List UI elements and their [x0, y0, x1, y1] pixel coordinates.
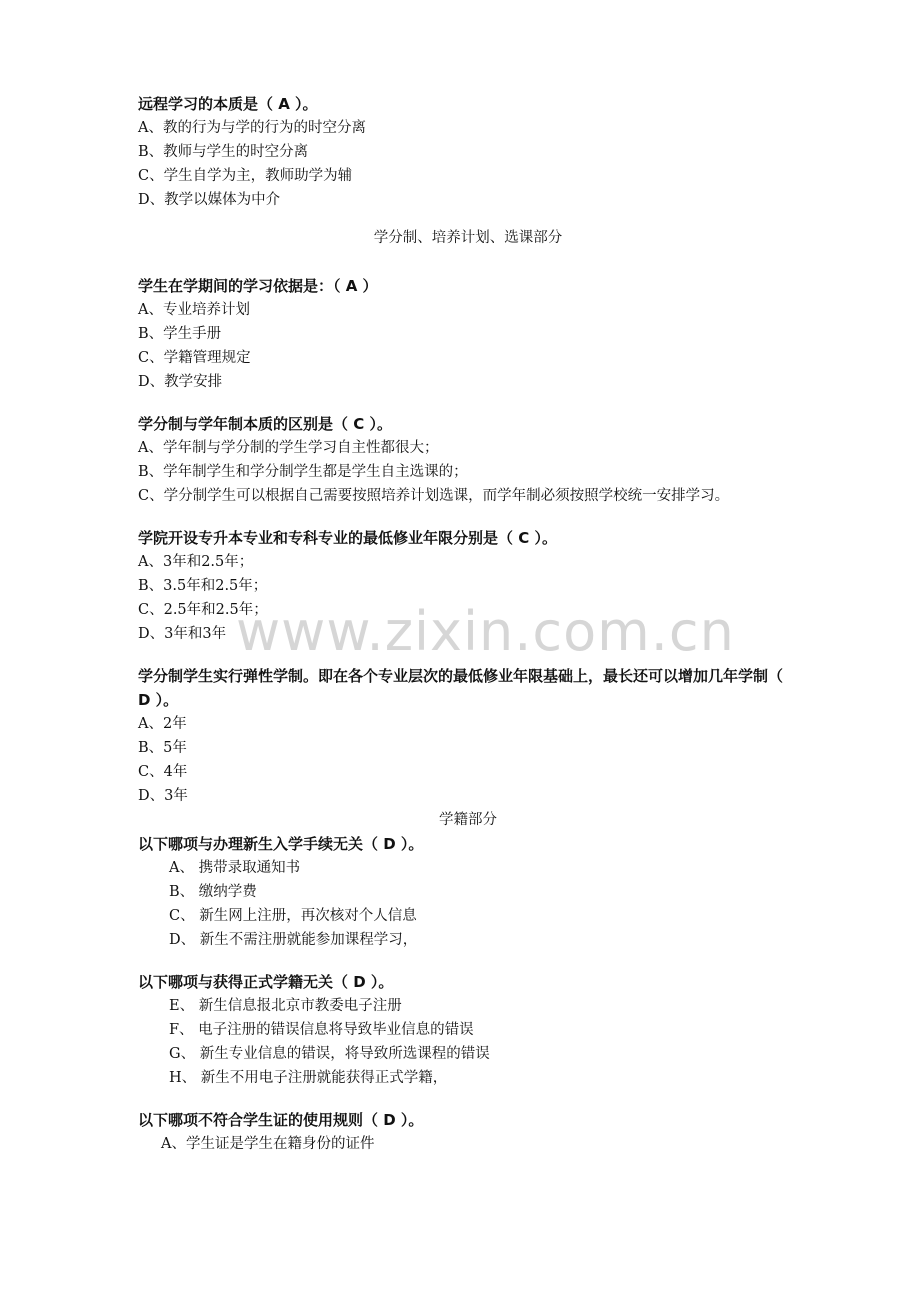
option-4a: A、3年和2.5年；	[138, 554, 254, 570]
option-2a: A、专业培养计划	[138, 302, 250, 318]
option-4c: C、2.5年和2.5年；	[138, 602, 268, 618]
option-2d: D、教学安排	[138, 374, 223, 390]
question-2: 学生在学期间的学习依据是：（ A ）	[138, 277, 378, 295]
option-5c: C、4年	[138, 764, 188, 780]
option-6a: A、 携带录取通知书	[169, 860, 301, 876]
option-1d: D、教学以媒体为中介	[138, 192, 281, 208]
option-5a: A、2年	[138, 716, 187, 732]
option-7f: F、 电子注册的错误信息将导致毕业信息的错误	[169, 1022, 474, 1038]
option-1c: C、学生自学为主，教师助学为辅	[138, 168, 353, 184]
option-1b: B、教师与学生的时空分离	[138, 144, 309, 160]
option-2b: B、学生手册	[138, 326, 222, 342]
section-heading-credits: 学分制、培养计划、选课部分	[373, 230, 563, 246]
option-4d: D、3年和3年	[138, 626, 227, 642]
option-1a: A、教的行为与学的行为的时空分离	[138, 120, 366, 136]
question-5: 学分制学生实行弹性学制。即在各个专业层次的最低修业年限基础上，最长还可以增加几年学制（ D ）。	[138, 667, 784, 709]
document-page	[138, 92, 798, 1156]
option-6c: C、 新生网上注册，再次核对个人信息	[169, 908, 417, 924]
option-8a: A、学生证是学生在籍身份的证件	[161, 1136, 375, 1152]
question-6: 以下哪项与办理新生入学手续无关（ D ）。	[138, 835, 424, 853]
option-4b: B、3.5年和2.5年；	[138, 578, 268, 594]
option-6b: B、 缴纳学费	[169, 884, 257, 900]
section-heading-enrollment: 学籍部分	[439, 812, 497, 828]
question-8: 以下哪项不符合学生证的使用规则（ D ）。	[138, 1111, 424, 1129]
option-5b: B、5年	[138, 740, 187, 756]
option-5d: D、3年	[138, 788, 188, 804]
option-7e: E、 新生信息报北京市教委电子注册	[169, 998, 402, 1014]
option-3a: A、学年制与学分制的学生学习自主性都很大；	[138, 440, 439, 456]
option-6d: D、 新生不需注册就能参加课程学习，	[169, 932, 418, 948]
option-3c: C、学分制学生可以根据自己需要按照培养计划选课，而学年制必须按照学校统一安排学习。	[138, 488, 730, 504]
question-3: 学分制与学年制本质的区别是（ C ）。	[138, 415, 392, 433]
question-7: 以下哪项与获得正式学籍无关（ D ）。	[138, 973, 394, 991]
question-1: 远程学习的本质是（ A ）。	[138, 95, 318, 113]
option-2c: C、学籍管理规定	[138, 350, 251, 366]
option-7g: G、 新生专业信息的错误，将导致所选课程的错误	[169, 1046, 490, 1062]
question-4: 学院开设专升本专业和专科专业的最低修业年限分别是（ C ）。	[138, 529, 557, 547]
watermark: www.zixin.com.cn	[236, 600, 735, 663]
option-3b: B、学年制学生和学分制学生都是学生自主选课的；	[138, 464, 468, 480]
option-7h: H、 新生不用电子注册就能获得正式学籍，	[169, 1070, 448, 1086]
